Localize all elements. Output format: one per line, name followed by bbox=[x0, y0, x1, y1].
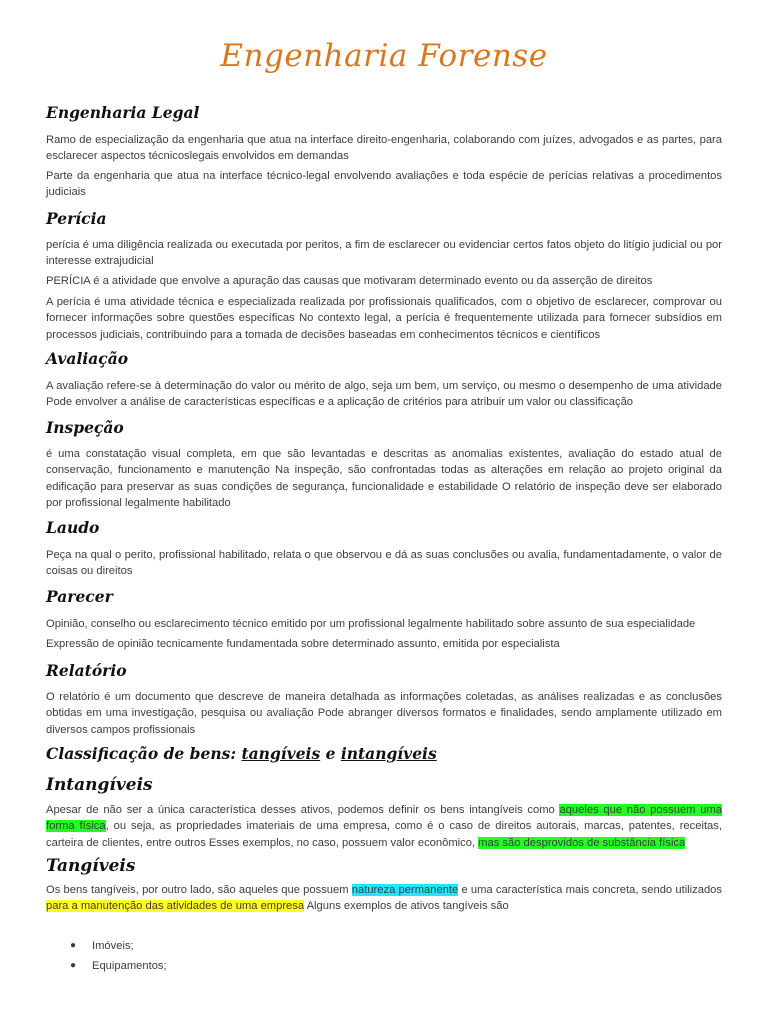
list-item-label: Imóveis; bbox=[92, 940, 134, 952]
intangiveis-highlight-1: aqueles que não possuem uma forma física bbox=[46, 804, 722, 833]
heading-classificacao bbox=[46, 744, 437, 763]
tangiveis-highlight-2: para a manutenção das atividades de uma empresa bbox=[46, 900, 305, 913]
tangiveis-text-2: e uma característica mais concreta, sendo utilizados bbox=[458, 884, 722, 896]
intangiveis-text-2: , ou seja, as propriedades imateriais de uma empresa, como é o caso de direitos autorais, marcas, patentes, receitas, carteira de clientes, entre outros Esses exemplos, no caso, possuem valor econômico, bbox=[46, 820, 722, 849]
paragraph-engenharia-legal-1: Ramo de especialização da engenharia que atua na interface direito-engenharia, colaborando com juízes, advogados e as partes, para esclarecer aspectos técnicoslegais envolvidos em demandas bbox=[46, 134, 722, 163]
paragraph-laudo: Peça na qual o perito, profissional habilitado, relata o que observou e dá as suas conclusões ou avalia, fundamentadamente, o valor de coisas ou direitos bbox=[46, 549, 722, 578]
heading-classificacao-intangiveis: intangíveis bbox=[340, 744, 437, 763]
paragraph-tangiveis bbox=[46, 882, 722, 915]
heading-engenharia-legal: Engenharia Legal bbox=[46, 103, 200, 122]
heading-classificacao-tangiveis: tangíveis bbox=[241, 744, 321, 763]
paragraph-pericia-3: A perícia é uma atividade técnica e especializada realizada por profissionais qualificados, com o objetivo de esclarecer, comprovar ou fornecer informações sobre questões específicas No contexto legal, a perícia é frequentemente utilizada para fornecer subsídios em processos judiciais, contribuindo para a tomada de decisões baseadas em conhecimentos técnicos e científicos bbox=[46, 296, 722, 341]
page-title: Engenharia Forense bbox=[220, 38, 548, 74]
list-item-label: Equipamentos; bbox=[92, 960, 167, 972]
heading-classificacao-prefix: Classificação de bens: bbox=[46, 744, 242, 763]
bullet-icon: ● bbox=[70, 940, 77, 951]
heading-relatorio: Relatório bbox=[46, 661, 127, 680]
tangible-assets-list bbox=[46, 936, 167, 976]
paragraph-pericia-1: perícia é uma diligência realizada ou executada por peritos, a fim de esclarecer ou evidenciar certos fatos objeto do litígio judicial ou por interesse extrajudicial bbox=[46, 239, 722, 268]
list-item bbox=[46, 936, 167, 956]
heading-avaliacao: Avaliação bbox=[46, 349, 129, 368]
paragraph-inspecao: é uma constatação visual completa, em que são levantadas e descritas as anomalias existentes, avaliação do estado atual de conservação, funcionamento e manutenção Na inspeção, são confrontadas todas as alterações em relação ao projeto original da edificação para preservar as suas condições de segurança, funcionalidade e estabilidade O relatório de inspeção deve ser elaborado por profissional legalmente habilitado bbox=[46, 448, 722, 509]
tangiveis-text-1: Os bens tangíveis, por outro lado, são aqueles que possuem bbox=[46, 884, 352, 896]
heading-tangiveis: Tangíveis bbox=[46, 856, 136, 876]
paragraph-engenharia-legal-2: Parte da engenharia que atua na interface técnico-legal envolvendo avaliações e toda espécie de perícias relativas a procedimentos judiciais bbox=[46, 170, 722, 199]
paragraph-intangiveis bbox=[46, 802, 722, 851]
intangiveis-highlight-2: mas são desprovidos de substância física bbox=[478, 836, 686, 849]
tangiveis-highlight-1: natureza permanente bbox=[351, 884, 459, 896]
paragraph-parecer-2: Expressão de opinião tecnicamente fundamentada sobre determinado assunto, emitida por especialista bbox=[46, 638, 560, 650]
heading-laudo: Laudo bbox=[46, 518, 100, 537]
paragraph-avaliacao: A avaliação refere-se à determinação do valor ou mérito de algo, seja um bem, um serviço, ou mesmo o desempenho de uma atividade Pode envolver a análise de características específicas e a aplicação de critérios para atribuir um valor ou classificação bbox=[46, 380, 722, 409]
heading-inspecao: Inspeção bbox=[46, 418, 124, 437]
paragraph-relatorio: O relatório é um documento que descreve de maneira detalhada as informações coletadas, as análises realizadas e as conclusões obtidas em uma investigação, pesquisa ou avaliação Pode abranger diversos formatos e finalidades, sendo amplamente utilizado em diversos campos profissionais bbox=[46, 691, 722, 736]
bullet-icon: ● bbox=[70, 960, 77, 971]
heading-pericia: Perícia bbox=[46, 209, 107, 228]
paragraph-pericia-2: PERÍCIA é a atividade que envolve a apuração das causas que motivaram determinado evento ou da asserção de direitos bbox=[46, 275, 653, 287]
tangiveis-text-3: Alguns exemplos de ativos tangíveis são bbox=[304, 900, 509, 913]
intangiveis-text-1: Apesar de não ser a única característica desses ativos, podemos definir os bens intangíveis como bbox=[46, 804, 560, 816]
heading-classificacao-and: e bbox=[320, 744, 341, 763]
paragraph-parecer-1: Opinião, conselho ou esclarecimento técnico emitido por um profissional legalmente habilitado sobre assunto de sua especialidade bbox=[46, 618, 696, 630]
list-item bbox=[46, 956, 167, 976]
heading-parecer: Parecer bbox=[46, 587, 113, 606]
heading-intangiveis: Intangíveis bbox=[46, 775, 153, 795]
